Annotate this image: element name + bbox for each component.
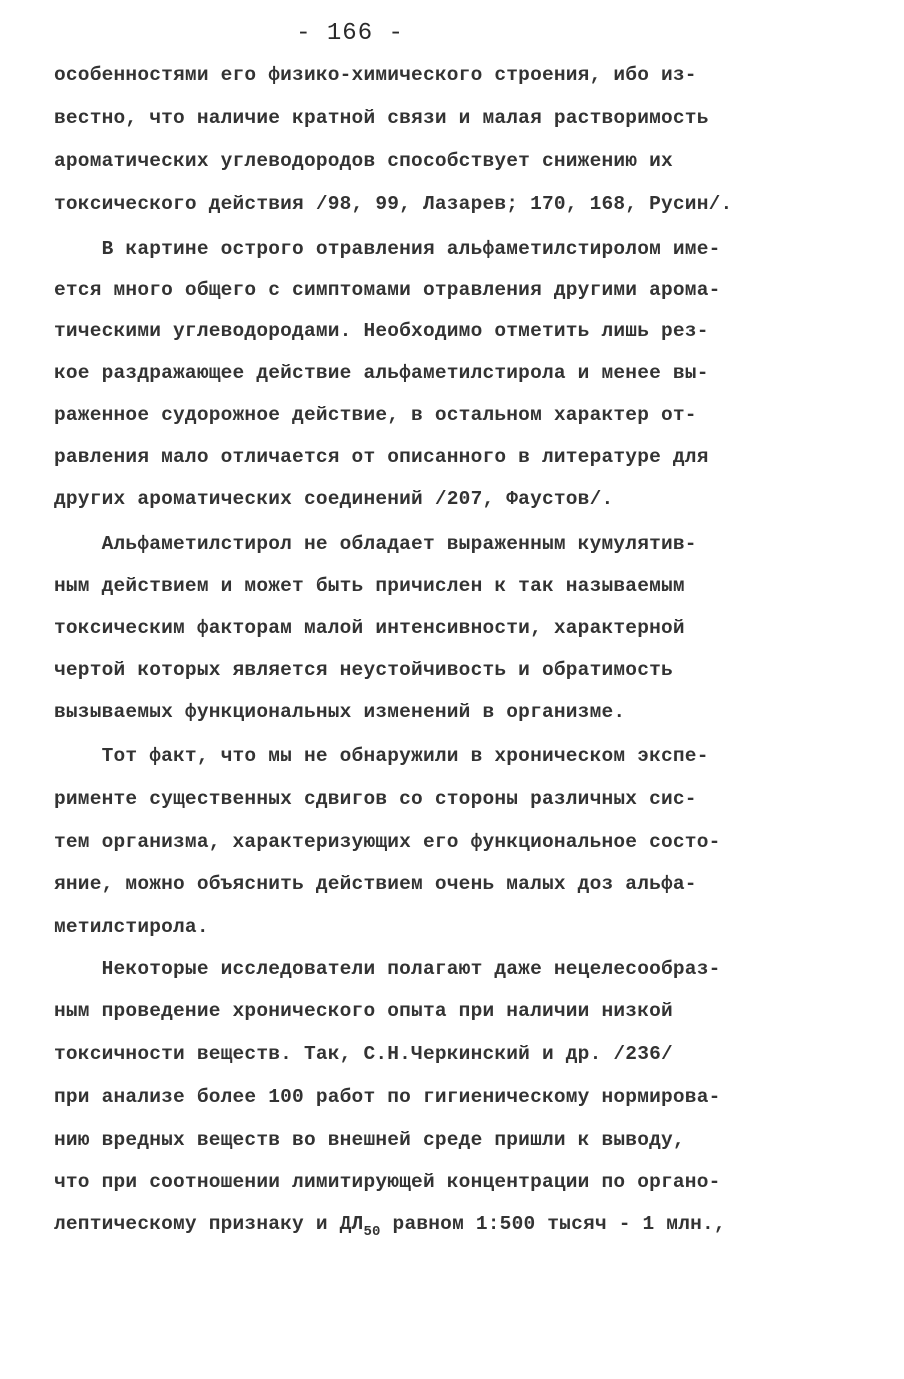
text-line: тем организма, характеризующих его функциональное состо- xyxy=(54,831,721,853)
text-line: других ароматических соединений /207, Фаустов/. xyxy=(54,488,614,510)
text-line: токсическим факторам малой интенсивности, характерной xyxy=(54,617,685,639)
page-number: - 166 - xyxy=(296,20,404,47)
text-line: нию вредных веществ во внешней среде пришли к выводу, xyxy=(54,1129,685,1151)
text-line: что при соотношении лимитирующей концентрации по органо- xyxy=(54,1171,721,1193)
text-line: Некоторые исследователи полагают даже нецелесообраз- xyxy=(54,958,721,980)
text-segment: лептическому признаку и ДЛ xyxy=(54,1213,364,1235)
text-line: метилстирола. xyxy=(54,916,209,938)
text-line: Тот факт, что мы не обнаружили в хроническом экспе- xyxy=(54,745,709,767)
text-line: В картине острого отравления альфаметилстиролом име- xyxy=(54,238,721,260)
text-line: ным действием и может быть причислен к так называемым xyxy=(54,575,685,597)
text-line: токсического действия /98, 99, Лазарев; 170, 168, Русин/. xyxy=(54,193,733,215)
subscript: 50 xyxy=(363,1224,381,1240)
text-line: кое раздражающее действие альфаметилстирола и менее вы- xyxy=(54,362,709,384)
text-line: рименте существенных сдвигов со стороны различных сис- xyxy=(54,788,697,810)
text-line: при анализе более 100 работ по гигиеническому нормирова- xyxy=(54,1086,721,1108)
text-line: ным проведение хронического опыта при наличии низкой xyxy=(54,1000,673,1022)
text-line: вестно, что наличие кратной связи и малая растворимость xyxy=(54,107,709,129)
text-line: тическими углеводородами. Необходимо отметить лишь рез- xyxy=(54,320,709,342)
text-line: чертой которых является неустойчивость и обратимость xyxy=(54,659,673,681)
text-line: вызываемых функциональных изменений в организме. xyxy=(54,701,626,723)
text-line: раженное судорожное действие, в остальном характер от- xyxy=(54,404,697,426)
text-line: особенностями его физико-химического строения, ибо из- xyxy=(54,64,697,86)
text-line: ароматических углеводородов способствует снижению их xyxy=(54,150,673,172)
text-line: токсичности веществ. Так, С.Н.Черкинский и др. /236/ xyxy=(54,1043,673,1065)
text-line: равления мало отличается от описанного в литературе для xyxy=(54,446,709,468)
text-line: яние, можно объяснить действием очень малых доз альфа- xyxy=(54,873,697,895)
text-line-last xyxy=(54,1213,726,1240)
text-segment: равном 1:500 тысяч - 1 млн., xyxy=(380,1213,726,1235)
text-line: ется много общего с симптомами отравления другими арома- xyxy=(54,279,721,301)
text-line: Альфаметилстирол не обладает выраженным кумулятив- xyxy=(54,533,697,555)
